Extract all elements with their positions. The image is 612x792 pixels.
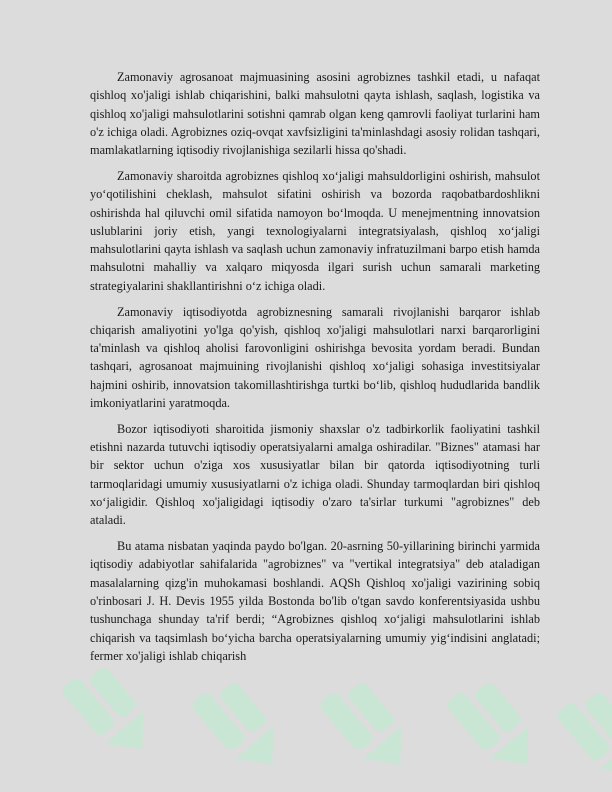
paragraph: Zamonaviy iqtisodiyotda agrobiznesning samarali rivojlanishi barqaror ishlab chiqarish amaliyotini yo'lga qo'yish, qishloq xo'jaligi mahsulotlari narxi barqarorligini ta'minlash va qishloq aholisi farovonligini oshirishga bevosita yordam beradi. Bundan tashqari, agrosanoat majmuining rivojlanishi qishloq xo‘jaligi sohasiga investitsiyalar hajmini oshirib, innovatsion takomillashtirishga turtki bo‘lib, qishloq hududlarida bandlik imkoniyatlarini yaratmoqda.: [90, 304, 540, 411]
paragraph: Bozor iqtisodiyoti sharoitida jismoniy shaxslar o'z tadbirkorlik faoliyatini tashkil etishni nazarda tutuvchi iqtisodiy operatsiyalarni amalga oshiradilar. "Biznes" atamasi har bir sektor uchun o'ziga xos xususiyatlar bilan bir qatorda iqtisodiyotning turli tarmoqlaridagi umumiy xususiyatlarni o'z ichiga oladi. Shunday tarmoqlardan biri qishloq xo‘jaligidir. Qishloq xo'jaligidagi iqtisodiy o'zaro ta'sirlar turkumi "agrobiznes" deb ataladi.: [90, 421, 540, 528]
paragraph: Zamonaviy sharoitda agrobiznes qishloq xo‘jaligi mahsuldorligini oshirish, mahsulot yo‘qotilishini cheklash, mahsulot sifatini oshirish va bozorda raqobatbardoshlikni oshirishda hal qiluvchi omil sifatida namoyon bo‘lmoqda. U menejmentning innovatsion uslublarini joriy etish, yangi texnologiyalarni integratsiyalash, qishloq xo‘jaligi mahsulotlarini qayta ishlash va saqlash uchun zamonaviy infratuzilmani barpo etish hamda mahsulotni mahalliy va xalqaro miqyosda ilgari surish uchun samarali marketing strategiyalarini shakllantirishni o‘z ichiga oladi.: [90, 168, 540, 293]
leaf-logo-icon: [555, 683, 612, 790]
paragraph: Zamonaviy agrosanoat majmuasining asosini agrobiznes tashkil etadi, u nafaqat qishloq xo'jaligi ishlab chiqarishini, balki mahsulotni qayta ishlash, saqlash, logistika va qishloq xo'jaligi mahsulotlarini sotishni qamrab olgan keng qamrovli faoliyat turlarini ham o'z ichiga oladi. Agrobiznes oziq-ovqat xavfsizligini ta'minlashdagi asosiy rolidan tashqari, mamlakatlarning iqtisodiy rivojlanishiga sezilarli hissa qo'shadi.: [90, 70, 540, 158]
leaf-logo-icon: [445, 673, 546, 780]
document-body: [90, 68, 540, 673]
paragraph: Bu atama nisbatan yaqinda paydo bo'lgan. 20-asrning 50-yillarining birinchi yarmida iqtisodiy adabiyotlar sahifalarida "agrobiznes" va "vertikal integratsiya" deb ataladigan masalalarning qizg'in muhokamasi boshlandi. AQSh Qishloq xo'jaligi vazirining sobiq o'rinbosari J. H. Devis 1955 yilda Bostonda bo'lib o'tgan savdo konferentsiyasida ushbu tushunchaga shunday ta'rif berdi; “Agrobiznes qishloq xo‘jaligi mahsulotlarini ishlab chiqarish va taqsimlash bo‘yicha barcha operatsiyalarning umumiy yig‘indisini anglatadi; fermer xo'jaligi ishlab chiqarish: [90, 539, 540, 663]
leaf-logo-icon: [190, 673, 291, 780]
leaf-logo-icon: [60, 658, 161, 765]
leaf-logo-icon: [318, 673, 419, 780]
